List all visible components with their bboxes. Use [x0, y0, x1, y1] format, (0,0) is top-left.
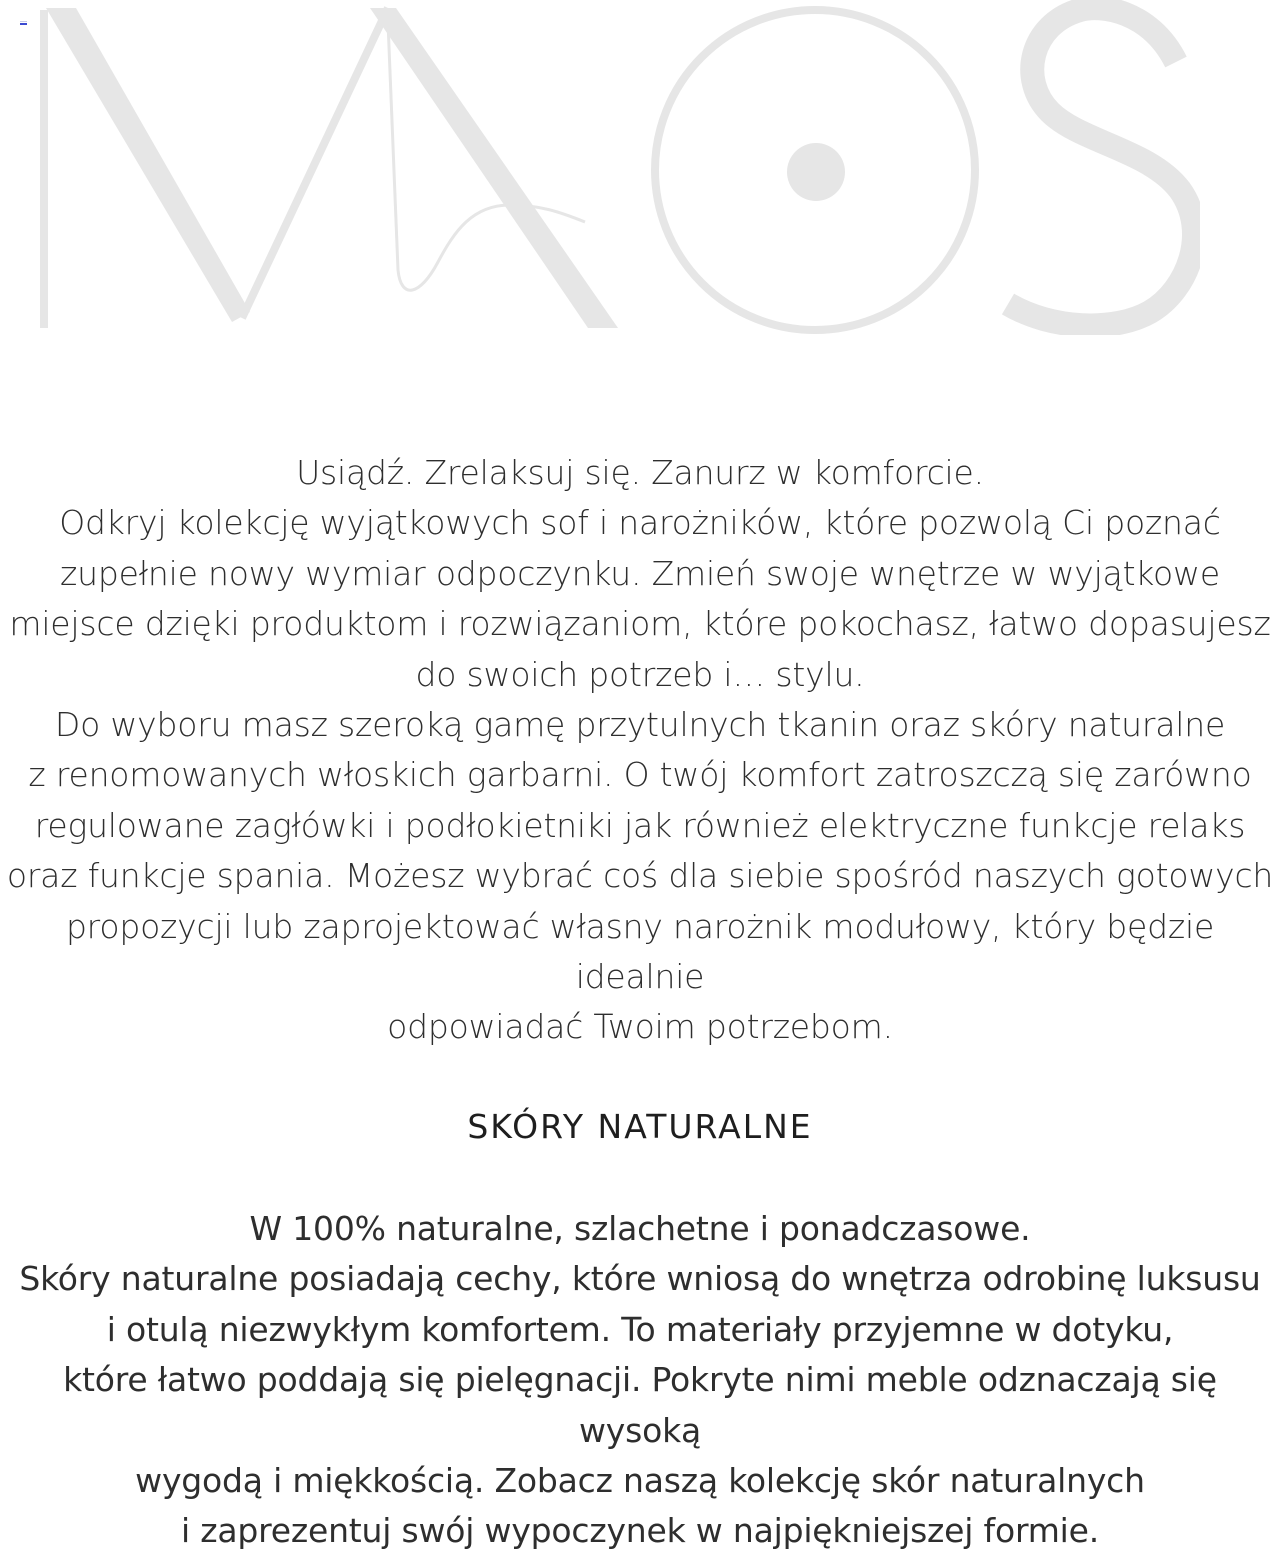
intro-line: miejsce dzięki produktom i rozwiązaniom, które pokochasz, łatwo dopasujesz [9, 604, 1271, 644]
flag-icon[interactable] [20, 21, 27, 25]
leather-line: wygodą i miękkością. Zobacz naszą kolekcję skór naturalnych [135, 1461, 1145, 1501]
intro-line: regulowane zagłówki i podłokietniki jak również elektryczne funkcje relaks [34, 805, 1246, 845]
leather-line: które łatwo poddają się pielęgnacji. Pokryte nimi meble odznaczają się wysoką [63, 1360, 1217, 1450]
intro-line: z renomowanych włoskich garbarni. O twój komfort zatroszczą się zarówno [28, 755, 1252, 795]
intro-line: oraz funkcje spania. Możesz wybrać coś dla siebie spośród naszych gotowych [6, 856, 1274, 896]
leather-paragraph [0, 1204, 1280, 1557]
intro-line: zupełnie nowy wymiar odpoczynku. Zmień swoje wnętrze w wyjątkowe [60, 553, 1220, 593]
intro-line: Odkryj kolekcję wyjątkowych sof i narożników, które pozwolą Ci poznać [59, 503, 1221, 543]
leather-line: Skóry naturalne posiadają cechy, które wniosą do wnętrza odrobinę luksusu [19, 1259, 1261, 1299]
leather-line: i zaprezentuj swój wypoczynek w najpiękniejszej formie. [180, 1511, 1100, 1551]
leather-line: i otulą niezwykłym komfortem. To materiały przyjemne w dotyku, [106, 1309, 1174, 1349]
intro-line: propozycji lub zaprojektować własny narożnik modułowy, który będzie idealnie [65, 906, 1215, 997]
intro-line: Usiądź. Zrelaksuj się. Zanurz w komforcie. [296, 453, 984, 492]
intro-paragraph [0, 448, 1280, 1053]
section-title-leather: SKÓRY NATURALNE [467, 1107, 813, 1146]
intro-line: Do wyboru masz szeroką gamę przytulnych tkanin oraz skóry naturalne [54, 705, 1226, 745]
leather-line: W 100% naturalne, szlachetne i ponadczasowe. [249, 1209, 1031, 1248]
intro-line: do swoich potrzeb i… stylu. [415, 654, 865, 694]
maos-logo [40, 0, 1200, 335]
intro-line: odpowiadać Twoim potrzebom. [387, 1007, 893, 1047]
